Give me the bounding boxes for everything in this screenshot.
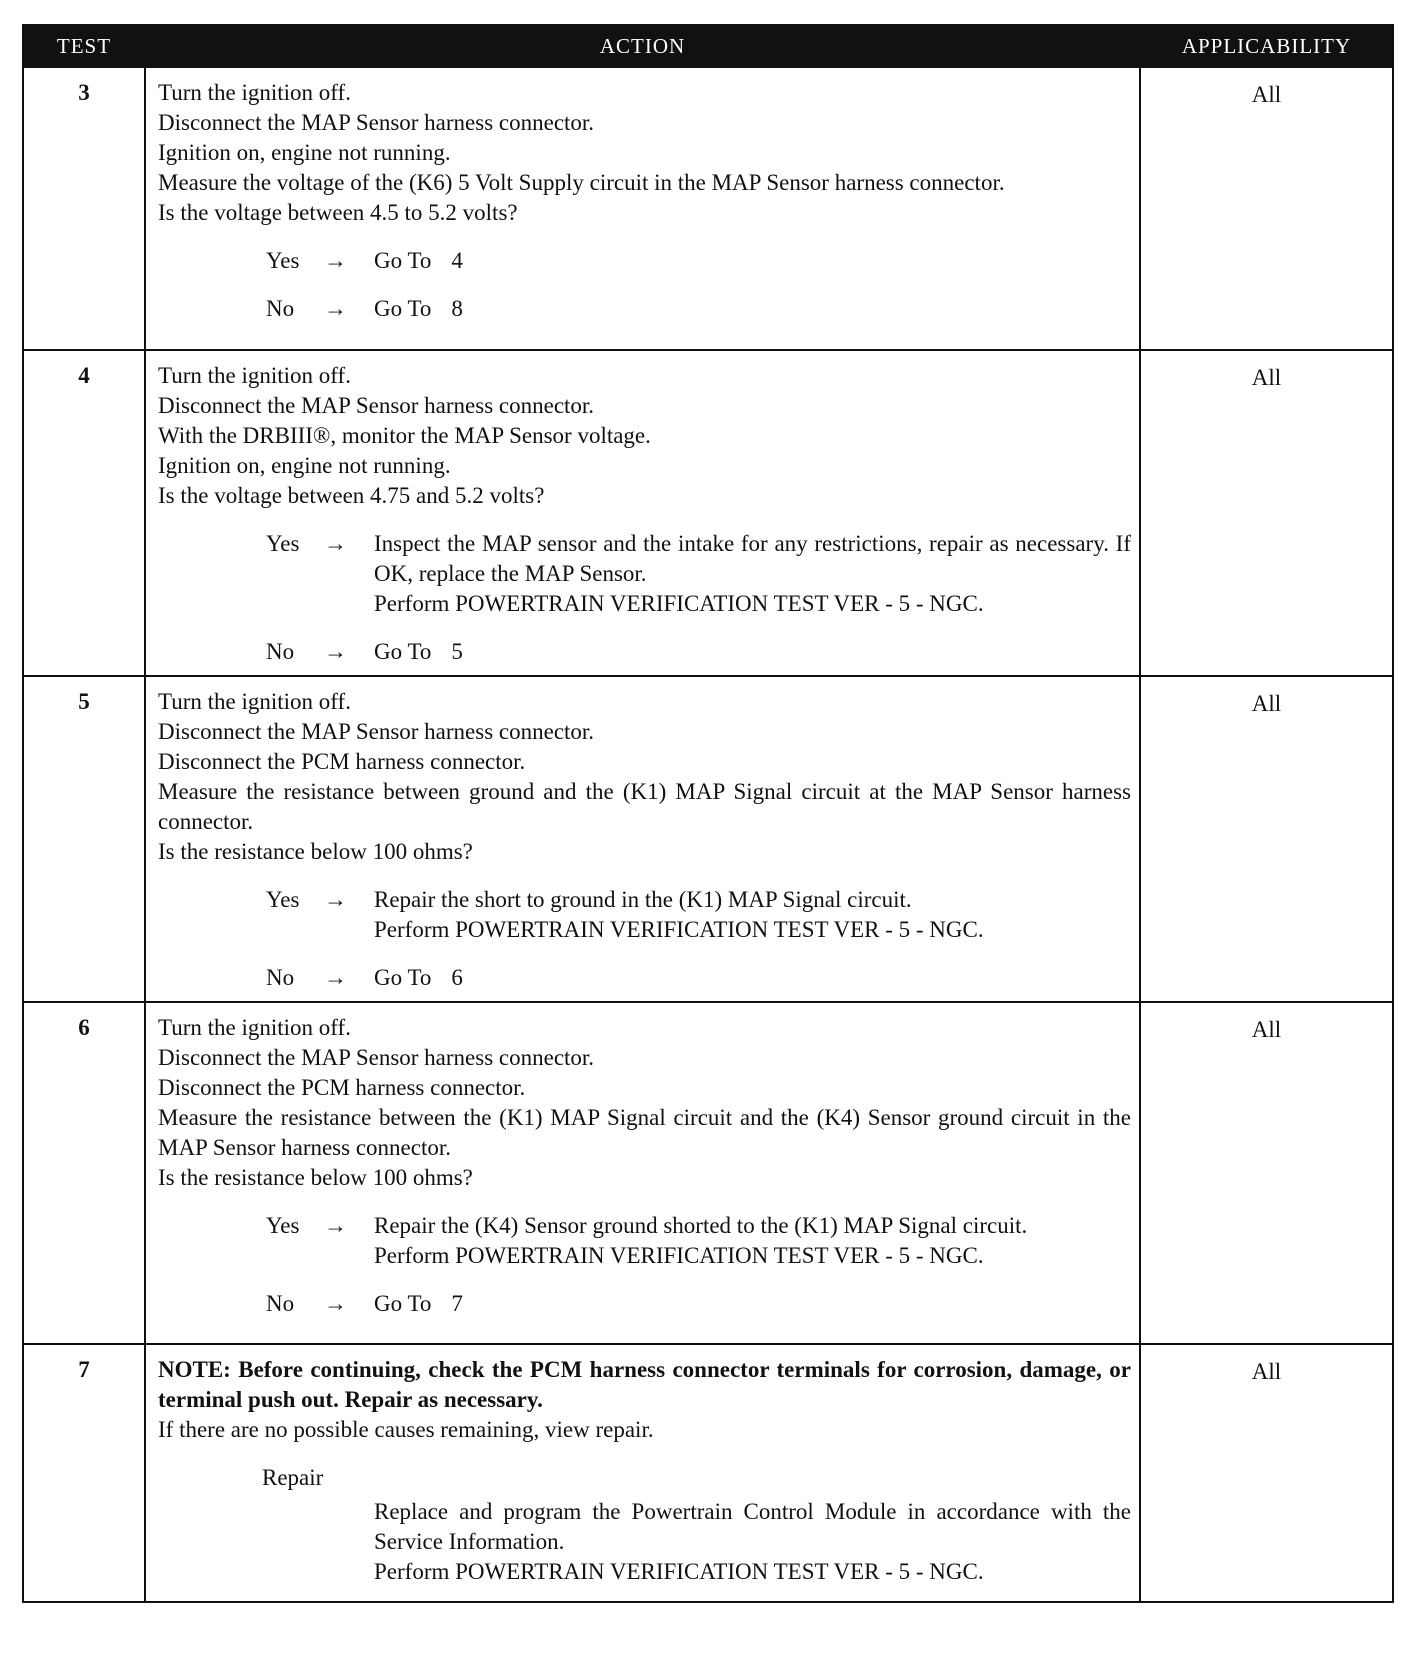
applicability-cell: All <box>1140 1344 1393 1602</box>
action-question: Is the resistance below 100 ohms? <box>158 1165 473 1190</box>
applicability-cell: All <box>1140 1002 1393 1344</box>
action-cell <box>145 676 1140 1002</box>
applicability-cell: All <box>1140 676 1393 1002</box>
action-line: Disconnect the MAP Sensor harness connector. <box>158 1045 595 1070</box>
action-line: Turn the ignition off. <box>158 80 351 105</box>
diagnostic-table-page <box>22 24 1392 1603</box>
action-line: Ignition on, engine not running. <box>158 453 451 478</box>
test-row-7 <box>23 1344 1393 1602</box>
goto-label: Go To <box>374 639 432 664</box>
repair-text: Replace and program the Powertrain Control Module in accordance with the Service Information. <box>374 1499 1131 1554</box>
no-branch <box>266 294 1131 324</box>
arrow-icon: → <box>324 1213 347 1238</box>
action-line: Disconnect the PCM harness connector. <box>158 1075 526 1100</box>
no-result <box>374 294 1131 324</box>
goto-target: 7 <box>451 1291 463 1316</box>
diagnostic-table <box>22 24 1394 1603</box>
applicability-cell: All <box>1140 67 1393 350</box>
header-applicability: APPLICABILITY <box>1140 25 1393 67</box>
goto-target: 4 <box>451 248 463 273</box>
action-cell <box>145 1002 1140 1344</box>
repair-label: Repair <box>262 1465 324 1490</box>
yes-branch <box>266 885 1131 945</box>
action-line: Measure the resistance between the (K1) MAP Signal circuit and the (K4) Sensor ground circuit in the MAP Sensor harness connector. <box>158 1105 1131 1160</box>
arrow-icon: → <box>324 1291 347 1316</box>
no-result <box>374 963 1131 993</box>
action-line: With the DRBIII®, monitor the MAP Sensor voltage. <box>158 423 651 448</box>
test-row-3 <box>23 67 1393 350</box>
action-question: Is the voltage between 4.5 to 5.2 volts? <box>158 200 518 225</box>
action-line: Disconnect the MAP Sensor harness connector. <box>158 719 595 744</box>
yes-label: Yes <box>266 248 300 273</box>
action-line: Measure the resistance between ground and the (K1) MAP Signal circuit at the MAP Sensor harness connector. <box>158 779 1131 834</box>
header-row <box>23 25 1393 67</box>
yes-branch <box>266 529 1131 619</box>
test-row-5 <box>23 676 1393 1002</box>
action-cell <box>145 350 1140 676</box>
no-branch <box>266 1289 1131 1319</box>
arrow-icon: → <box>324 965 347 990</box>
perform-verification: Perform POWERTRAIN VERIFICATION TEST VER - 5 - NGC. <box>374 1243 984 1268</box>
arrow-icon: → <box>324 639 347 664</box>
action-line: If there are no possible causes remaining, view repair. <box>158 1417 654 1442</box>
applicability-cell: All <box>1140 350 1393 676</box>
action-line: Measure the voltage of the (K6) 5 Volt Supply circuit in the MAP Sensor harness connector. <box>158 170 1005 195</box>
action-line: Disconnect the MAP Sensor harness connector. <box>158 110 595 135</box>
test-number: 6 <box>23 1002 145 1344</box>
action-cell <box>145 1344 1140 1602</box>
action-line: Disconnect the MAP Sensor harness connector. <box>158 393 595 418</box>
test-row-6 <box>23 1002 1393 1344</box>
yes-label: Yes <box>266 887 300 912</box>
perform-verification: Perform POWERTRAIN VERIFICATION TEST VER - 5 - NGC. <box>374 591 984 616</box>
yes-result <box>374 529 1131 619</box>
yes-branch <box>266 1211 1131 1271</box>
yes-result-text: Inspect the MAP sensor and the intake for any restrictions, repair as necessary. If OK, replace the MAP Sensor. <box>374 531 1131 586</box>
goto-label: Go To <box>374 296 432 321</box>
no-label: No <box>266 296 295 321</box>
action-question: Is the resistance below 100 ohms? <box>158 839 473 864</box>
action-line: Ignition on, engine not running. <box>158 140 451 165</box>
goto-label: Go To <box>374 965 432 990</box>
yes-result-text: Repair the (K4) Sensor ground shorted to the (K1) MAP Signal circuit. <box>374 1213 1028 1238</box>
yes-result <box>374 1211 1131 1271</box>
action-line: Turn the ignition off. <box>158 1015 351 1040</box>
goto-label: Go To <box>374 248 432 273</box>
no-branch <box>266 637 1131 667</box>
test-number: 3 <box>23 67 145 350</box>
action-line: Turn the ignition off. <box>158 689 351 714</box>
goto-label: Go To <box>374 1291 432 1316</box>
header-action: ACTION <box>145 25 1140 67</box>
note-text: NOTE: Before continuing, check the PCM harness connector terminals for corrosion, damage, or terminal push out. Repair as necessary. <box>158 1357 1131 1412</box>
yes-result-text: Repair the short to ground in the (K1) MAP Signal circuit. <box>374 887 912 912</box>
yes-label: Yes <box>266 531 300 556</box>
no-label: No <box>266 639 295 664</box>
arrow-icon: → <box>324 248 347 273</box>
action-line: Disconnect the PCM harness connector. <box>158 749 526 774</box>
action-line: Turn the ignition off. <box>158 363 351 388</box>
arrow-icon: → <box>324 531 347 556</box>
no-result <box>374 1289 1131 1319</box>
no-label: No <box>266 1291 295 1316</box>
test-number: 4 <box>23 350 145 676</box>
arrow-icon: → <box>324 296 347 321</box>
yes-branch <box>266 246 1131 276</box>
no-result <box>374 637 1131 667</box>
yes-result <box>374 885 1131 945</box>
test-row-4 <box>23 350 1393 676</box>
goto-target: 8 <box>451 296 463 321</box>
goto-target: 6 <box>451 965 463 990</box>
action-question: Is the voltage between 4.75 and 5.2 volts? <box>158 483 545 508</box>
action-cell <box>145 67 1140 350</box>
no-label: No <box>266 965 295 990</box>
test-number: 5 <box>23 676 145 1002</box>
arrow-icon: → <box>324 887 347 912</box>
repair-block <box>374 1497 1131 1587</box>
perform-verification: Perform POWERTRAIN VERIFICATION TEST VER - 5 - NGC. <box>374 917 984 942</box>
yes-result <box>374 246 1131 276</box>
test-number: 7 <box>23 1344 145 1602</box>
goto-target: 5 <box>451 639 463 664</box>
no-branch <box>266 963 1131 993</box>
perform-verification: Perform POWERTRAIN VERIFICATION TEST VER - 5 - NGC. <box>374 1559 984 1584</box>
yes-label: Yes <box>266 1213 300 1238</box>
header-test: TEST <box>23 25 145 67</box>
